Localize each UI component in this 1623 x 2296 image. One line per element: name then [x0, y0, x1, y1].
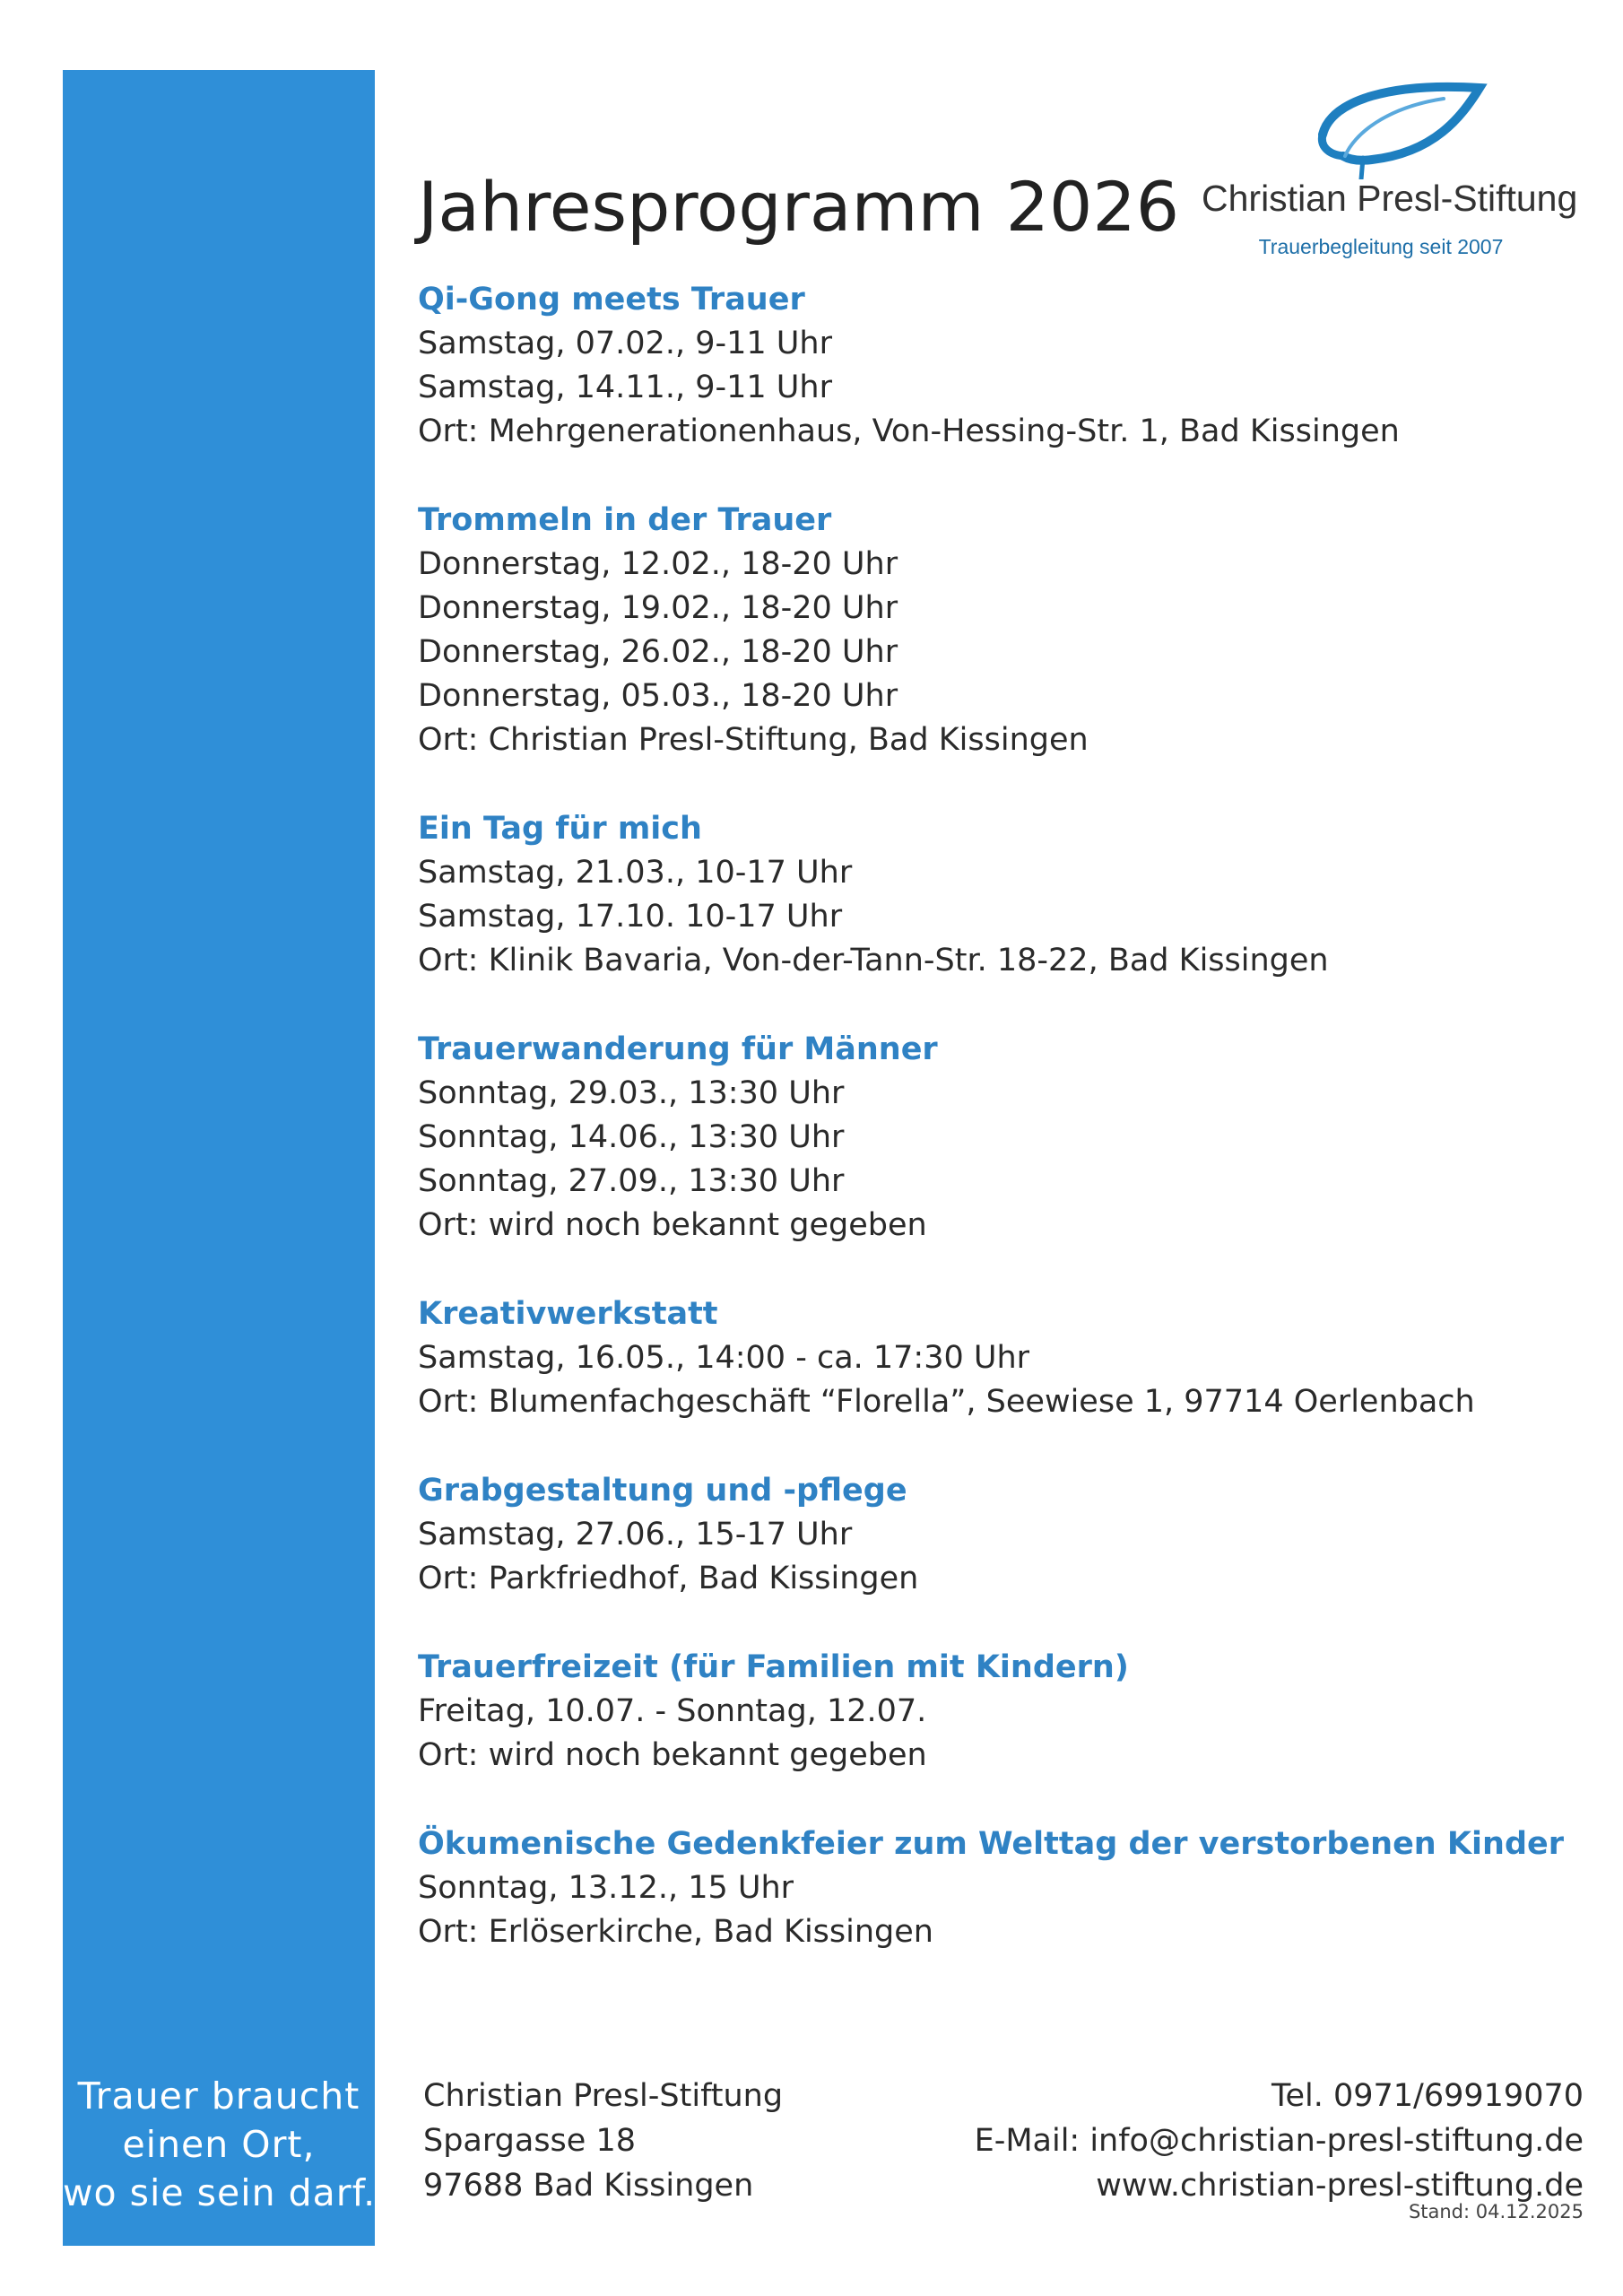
address-line: Christian Presl-Stiftung — [423, 2078, 784, 2114]
event-date: Freitag, 10.07. - Sonntag, 12.07. — [418, 1693, 927, 1729]
slogan — [63, 2072, 375, 2217]
email-address[interactable]: E-Mail: info@christian-presl-stiftung.de — [974, 2123, 1584, 2159]
phone-number: Tel. 0971/69919070 — [1271, 2078, 1584, 2114]
website-link[interactable]: www.christian-presl-stiftung.de — [1096, 2168, 1584, 2204]
event-date: Sonntag, 13.12., 15 Uhr — [418, 1870, 794, 1906]
event-kreativwerkstatt — [418, 1292, 1584, 1424]
event-date: Sonntag, 14.06., 13:30 Uhr — [418, 1119, 845, 1155]
event-qigong — [418, 278, 1584, 454]
postal-address — [423, 2074, 783, 2208]
event-date: Donnerstag, 12.02., 18-20 Uhr — [418, 546, 898, 582]
event-title: Trauerfreizeit (für Familien mit Kindern) — [418, 1649, 1129, 1685]
event-date: Sonntag, 29.03., 13:30 Uhr — [418, 1075, 845, 1111]
event-ein-tag-fuer-mich — [418, 807, 1584, 983]
event-title: Qi-Gong meets Trauer — [418, 282, 805, 317]
event-date: Donnerstag, 19.02., 18-20 Uhr — [418, 590, 898, 626]
logo-tagline: Trauerbegleitung seit 2007 — [1258, 235, 1504, 258]
event-gedenkfeier — [418, 1822, 1584, 1954]
event-title: Kreativwerkstatt — [418, 1296, 718, 1332]
event-location: Ort: wird noch bekannt gegeben — [418, 1207, 927, 1243]
event-location: Ort: Parkfriedhof, Bad Kissingen — [418, 1561, 919, 1596]
event-location: Ort: Mehrgenerationenhaus, Von-Hessing-Str. 1, Bad Kissingen — [418, 413, 1400, 449]
event-date: Donnerstag, 05.03., 18-20 Uhr — [418, 678, 898, 714]
slogan-line: Trauer braucht — [77, 2074, 360, 2118]
event-location: Ort: Klinik Bavaria, Von-der-Tann-Str. 18-22, Bad Kissingen — [418, 943, 1329, 978]
contact-info — [975, 2074, 1584, 2208]
event-list — [418, 278, 1584, 1999]
address-line: 97688 Bad Kissingen — [423, 2168, 754, 2204]
address-line: Spargasse 18 — [423, 2123, 636, 2159]
event-location: Ort: wird noch bekannt gegeben — [418, 1737, 927, 1773]
event-title: Trauerwanderung für Männer — [418, 1031, 938, 1067]
event-title: Ein Tag für mich — [418, 811, 702, 847]
foundation-logo — [1202, 81, 1578, 269]
event-location: Ort: Erlöserkirche, Bad Kissingen — [418, 1914, 933, 1950]
event-date: Samstag, 07.02., 9-11 Uhr — [418, 326, 832, 361]
event-date: Samstag, 21.03., 10-17 Uhr — [418, 855, 853, 891]
event-date: Sonntag, 27.09., 13:30 Uhr — [418, 1163, 845, 1199]
event-date: Samstag, 27.06., 15-17 Uhr — [418, 1517, 853, 1552]
page-title: Jahresprogramm 2026 — [418, 167, 1180, 247]
stand-date: Stand: 04.12.2025 — [1408, 2201, 1584, 2222]
event-location: Ort: Christian Presl-Stiftung, Bad Kissingen — [418, 722, 1089, 758]
event-grabgestaltung — [418, 1469, 1584, 1601]
event-location: Ort: Blumenfachgeschäft “Florella”, Seewiese 1, 97714 Oerlenbach — [418, 1384, 1475, 1420]
logo-name: Christian Presl-Stiftung — [1202, 178, 1578, 219]
event-title: Grabgestaltung und -pflege — [418, 1473, 907, 1509]
slogan-line: einen Ort, — [122, 2123, 316, 2166]
event-trommeln — [418, 499, 1584, 762]
event-title: Trommeln in der Trauer — [418, 502, 832, 538]
event-trauerwanderung — [418, 1028, 1584, 1248]
leaf-logo-icon — [1309, 81, 1488, 179]
event-date: Samstag, 17.10. 10-17 Uhr — [418, 899, 843, 935]
slogan-line: wo sie sein darf. — [63, 2171, 377, 2214]
event-trauerfreizeit — [418, 1646, 1584, 1778]
sidebar-band — [63, 70, 375, 2246]
event-title: Ökumenische Gedenkfeier zum Welttag der verstorbenen Kinder — [418, 1826, 1564, 1862]
event-date: Samstag, 16.05., 14:00 - ca. 17:30 Uhr — [418, 1340, 1030, 1376]
event-date: Donnerstag, 26.02., 18-20 Uhr — [418, 634, 898, 670]
event-date: Samstag, 14.11., 9-11 Uhr — [418, 370, 832, 405]
